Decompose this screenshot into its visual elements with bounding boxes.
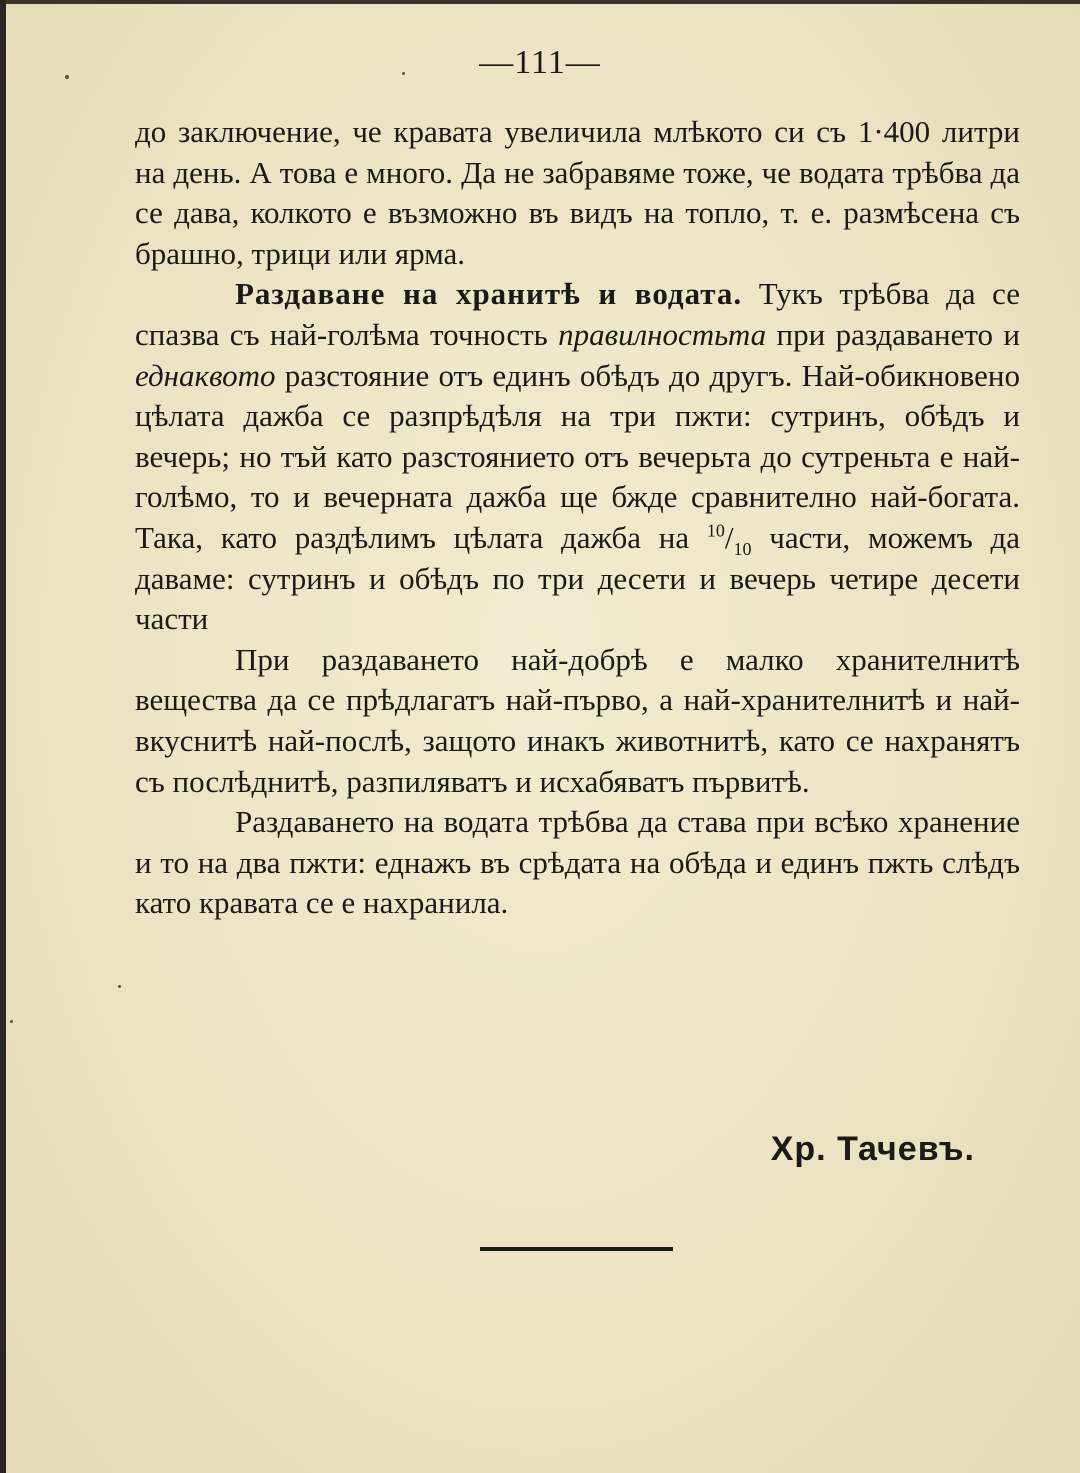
fraction-denominator: 10 — [733, 539, 752, 560]
paragraph-2-text-a: Тукъ трѣбва да се спазва съ най-голѣма точность — [135, 276, 1020, 352]
fraction: $^{10}/_{10}$ — [706, 519, 752, 560]
fraction-numerator: 10 — [706, 520, 725, 541]
paragraph-4: Раздаването на водата трѣбва да става при всѣко хранение и то на два пжти: еднажъ въ срѣдата на обѣда и единъ пжть слѣдъ като кравата се е нахранила. — [135, 804, 1020, 921]
paper-speck — [10, 1020, 13, 1023]
page-number: —111— — [479, 44, 601, 81]
body-text — [135, 112, 1020, 924]
paragraph-3: При раздаването най-добрѣ е малко хранителнитѣ вещества да се прѣдлагатъ най-първо, а най-хранителнитѣ и най-вкуснитѣ най-послѣ, защото инакъ животнитѣ, като се нахранятъ съ послѣднитѣ, разпиляватъ и исхабяватъ първитѣ. — [135, 641, 1020, 799]
emphasis-equal: еднаквото — [135, 357, 276, 393]
page-left-edge — [0, 0, 6, 1473]
closing-rule — [480, 1247, 673, 1251]
page-top-edge — [0, 0, 1080, 4]
section-heading: Раздаване на хранитѣ и водата. — [235, 276, 743, 312]
paragraph-2-text-c: разстояние отъ единъ обѣдъ до другъ. Най-обикновено цѣлата дажба се разпрѣдѣля на три пжти: сутринъ, обѣдъ и вечерь; но тъй като разстоянието отъ вечерьта до сутреньта е най-голѣмо, то и вечерната дажба ще бжде сравнително най-богата. Така, като раздѣлимъ цѣлата дажба на — [135, 357, 1020, 555]
paragraph-2-text-d: части, можемъ да даваме: сутринъ и обѣдъ по три десети и вечерь четире десети части — [135, 519, 1020, 637]
emphasis-correctness: правилностьта — [558, 316, 767, 352]
paragraph-2 — [135, 274, 1020, 639]
author-signature: Хр. Тачевъ. — [770, 1130, 975, 1168]
paper-speck — [118, 985, 121, 988]
paragraph-1: до заключение, че кравата увеличила млѣкото си съ 1·400 литри на день. А това е много. Да не забравяме тоже, че водата трѣбва да се дава, колкото е възможно въ видъ на топло, т. е. размѣсена съ брашно, трици или ярма. — [135, 114, 1020, 271]
paragraph-2-text-b: при раздаването и — [766, 316, 1020, 352]
